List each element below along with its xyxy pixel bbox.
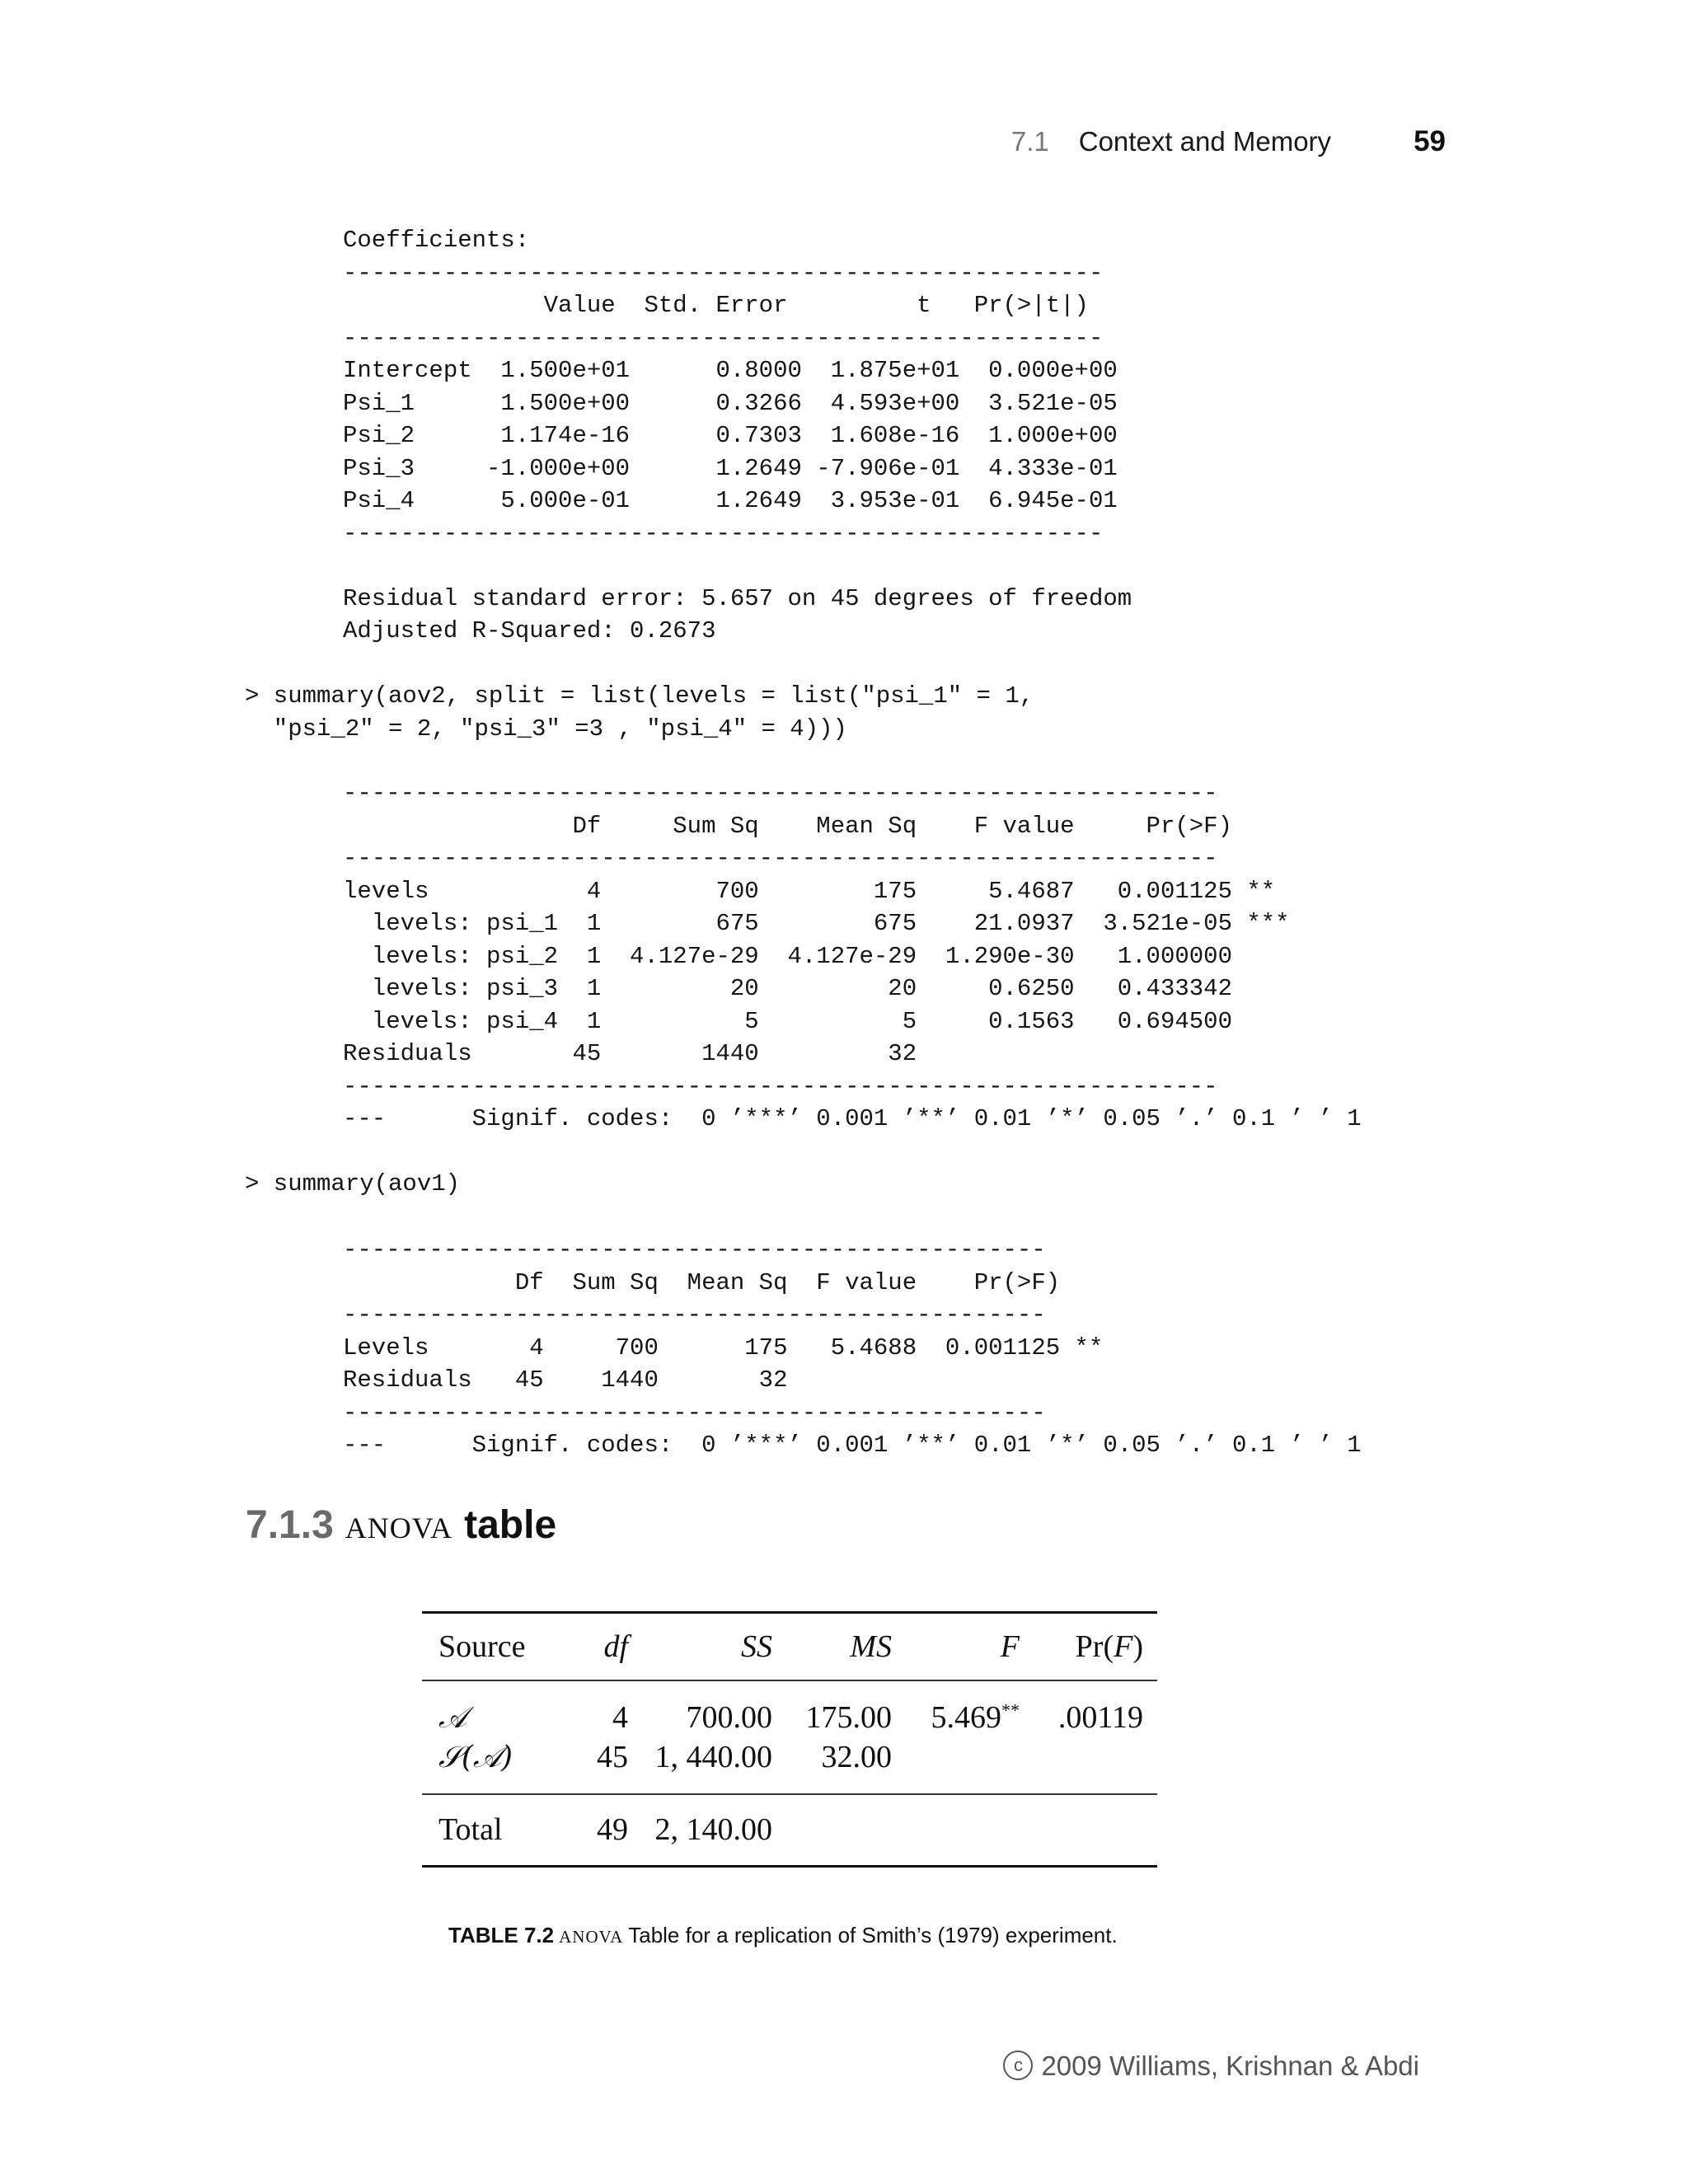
- split-anova-output: ------------------------------------------------------------- Df Sum Sq Mean Sq F value Pr(>F) ------------------------------------------------------------- levels 4 700 175 5.4687 0.001125 ** levels: psi_1 1 675 675 21.0937 3.521e-05 *** levels: psi_2 1 4.127e-29 4.127e-29 1.290e-30 1.000000 levels: psi_3 1 20 20 0.6250 0.433342 levels: psi_4 1 5 5 0.1563 0.694500 Residuals 45 1440 32 ------------------------------------------------------------- --- Signif. codes: 0 ’***’ 0.001 ’**’ 0.01 ’*’ 0.05 ’.’ 0.1 ’ ’ 1: [343, 780, 1362, 1132]
- cell-f: 5.469**: [931, 1699, 1020, 1735]
- summary-aov2-command: > summary(aov2, split = list(levels = list("psi_1" = 1, "psi_2" = 2, "psi_3" =3 , "psi_4" = 4))): [245, 682, 1034, 743]
- section-heading: [246, 1502, 556, 1548]
- table-header-row: [422, 1614, 1157, 1680]
- header-f: F: [1000, 1629, 1020, 1664]
- cell-df: 45: [597, 1740, 628, 1774]
- table-bottom-rule: [422, 1865, 1157, 1868]
- total-ss: 2, 140.00: [654, 1812, 772, 1847]
- cell-ss: 700.00: [686, 1700, 772, 1735]
- table-body: [422, 1681, 1157, 1793]
- table-row: [422, 1698, 1157, 1737]
- caption-text: Table for a replication of Smith’s (1979) experiment.: [628, 1923, 1118, 1947]
- header-ms: MS: [850, 1629, 892, 1664]
- header-ss: SS: [741, 1629, 772, 1664]
- table-row: [422, 1737, 1157, 1777]
- page-number: 59: [1414, 125, 1446, 157]
- caption-smallcaps: ANOVA: [559, 1927, 624, 1947]
- section-number: 7.1.3: [246, 1503, 334, 1547]
- cell-ss: 1, 440.00: [654, 1740, 772, 1774]
- cell-ms: 32.00: [821, 1740, 892, 1774]
- anova-output: ------------------------------------------------- Df Sum Sq Mean Sq F value Pr(>F) ------------------------------------------------- Levels 4 700 175 5.4688 0.001125 ** Residuals 45 1440 32 ------------------------------------------------- --- Signif. codes: 0 ’***’ 0.001 ’**’ 0.01 ’*’ 0.05 ’.’ 0.1 ’ ’ 1: [343, 1236, 1362, 1459]
- copyright-footer: [1003, 2050, 1419, 2083]
- header-df: df: [603, 1629, 628, 1664]
- cell-df: 4: [612, 1700, 628, 1735]
- significance-marker: **: [1001, 1699, 1020, 1721]
- summary-aov1-command: > summary(aov1): [245, 1170, 461, 1197]
- cell-source: 𝒜: [438, 1701, 467, 1735]
- copyright-text: 2009 Williams, Krishnan & Abdi: [1041, 2050, 1419, 2081]
- total-df: 49: [597, 1812, 628, 1847]
- cell-ms: 175.00: [805, 1700, 892, 1735]
- section-smallcaps: ANOVA: [345, 1511, 453, 1544]
- anova-table: [422, 1611, 1157, 1868]
- header-section-number: 7.1: [1010, 126, 1049, 157]
- caption-label: TABLE 7.2: [448, 1923, 555, 1947]
- cell-source: 𝒮(𝒜): [438, 1741, 513, 1774]
- copyright-icon: c: [1003, 2050, 1033, 2080]
- header-source: Source: [438, 1629, 526, 1664]
- total-label: Total: [438, 1812, 503, 1847]
- header-pr: Pr(F): [1075, 1629, 1143, 1664]
- header-section-title: Context and Memory: [1078, 126, 1332, 157]
- cell-pr: .00119: [1057, 1700, 1143, 1735]
- running-header: [1011, 125, 1446, 158]
- table-total-row: [422, 1795, 1157, 1865]
- coefficients-output: Coefficients: ----------------------------------------------------- Value Std. Error t Pr(>|t|) ----------------------------------------------------- Intercept 1.500e+01 0.8000 1.875e+01 0.000e+00 Psi_1 1.500e+00 0.3266 4.593e+00 3.521e-05 Psi_2 1.174e-16 0.7303 1.608e-16 1.000e+00 Psi_3 -1.000e+00 1.2649 -7.906e-01 4.333e-01 Psi_4 5.000e-01 1.2649 3.953e-01 6.945e-01 ----------------------------------------------------- Residual standard error: 5.657 on 45 degrees of freedom Adjusted R-Squared: 0.2673: [343, 227, 1132, 644]
- section-title: table: [464, 1503, 557, 1547]
- table-caption: [448, 1923, 1118, 1948]
